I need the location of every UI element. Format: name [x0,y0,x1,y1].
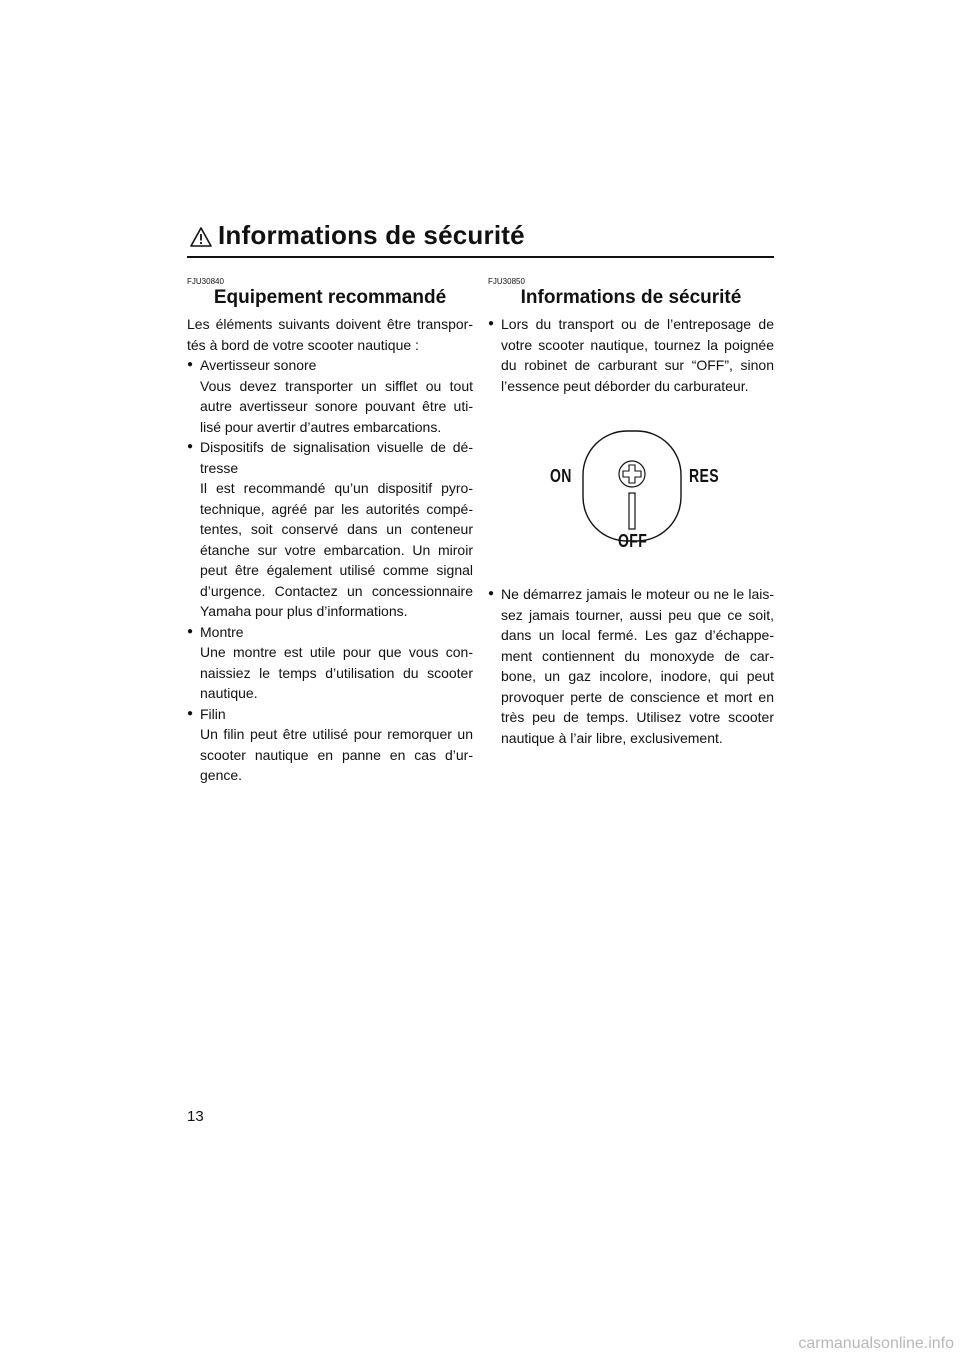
right-column [488,278,774,748]
section-code: FJU30850 [488,277,525,286]
list-item-label: ● Dispositifs de signalisation visuelle de dé-tresse [187,437,473,478]
page-title: Informations de sécurité [218,220,525,250]
page-header [187,222,774,258]
section-title: Equipement recommandé [213,287,447,308]
list-item-label: ● Montre [187,622,473,643]
position-label-res: RES [689,466,720,486]
list-item-label: ● Filin [187,704,473,725]
position-label-off: OFF [618,531,648,551]
warning-triangle-icon [190,226,212,248]
fuel-cock-diagram [488,396,774,584]
safety-bullet-fuel: ● Lors du transport ou de l’entreposage de votre scooter nautique, tournez la poignée du robinet de carburant sur “OFF”, sinon l’essence peut déborder du carburateur. [488,314,774,396]
list-item-description: Il est recommandé qu’un dispositif pyro-technique, agréé par les autorités compé-tentes, soit conservé dans un conteneur étanche sur votre embarcation. Un miroir peut être également utilisé comme signal d’urgence. Contactez un concessionnaire Yamaha pour plus d’informations. [200,480,473,619]
page-number: 13 [187,1108,204,1125]
fuel-cock-figure [488,396,774,584]
section-code: FJU30840 [187,277,224,286]
left-column [187,278,473,786]
list-item-label: ● Avertisseur sonore [187,355,473,376]
position-label-on: ON [550,466,572,486]
watermark: carmanualsonline.info [798,1335,954,1352]
section-title: Informations de sécurité [520,287,742,308]
list-item-description: Vous devez transporter un sifflet ou tout autre avertisseur sonore pouvant être uti-lisé pour avertir d’autres embarcations. [200,377,473,435]
intro-text: Les éléments suivants doivent être transpor-tés à bord de votre scooter nautique : [187,316,473,353]
list-item-description: Une montre est utile pour que vous con-naissiez le temps d’utilisation du scooter nautique. [200,644,473,701]
list-item-description: Un filin peut être utilisé pour remorquer un scooter nautique en panne en cas d’ur-gence. [200,726,473,783]
safety-bullet-exhaust: ● Ne démarrez jamais le moteur ou ne le lais-sez jamais tourner, aussi peu que ce soit, dans un local fermé. Les gaz d’échappe-ment contiennent du monoxyde de car-bone, un gaz incolore, inodore, qui peut provoquer perte de conscience et mort en très peu de temps. Utilisez votre scooter nautique à l’air libre, exclusivement. [488,584,774,748]
